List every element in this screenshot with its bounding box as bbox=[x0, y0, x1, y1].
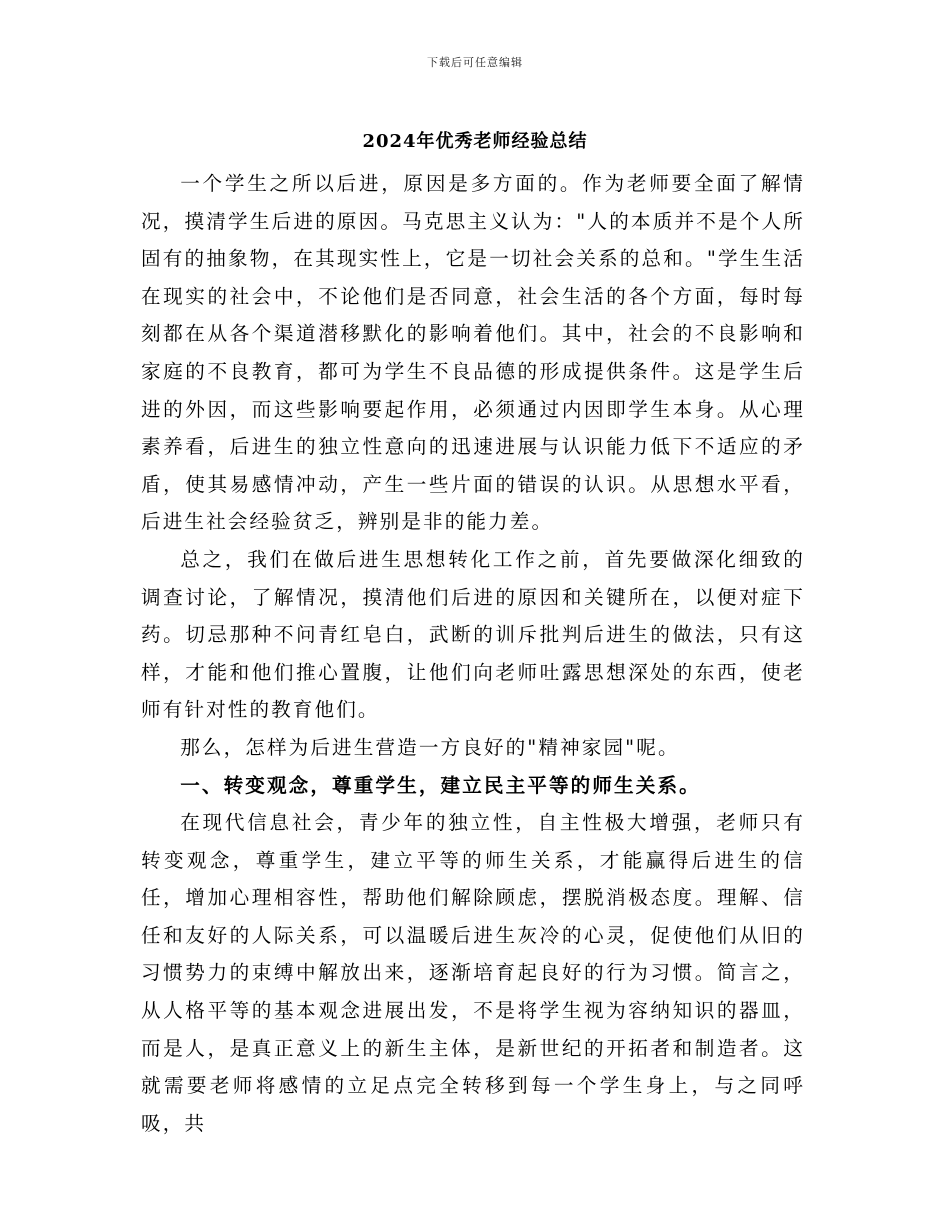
paragraph-2: 总之，我们在做后进生思想转化工作之前，首先要做深化细致的调查讨论，了解情况，摸清他们后进的原因和关键所在，以便对症下药。切忌那种不问青红皂白，武断的训斥批判后进生的做法，只有这样，才能和他们推心置腹，让他们向老师吐露思想深处的东西，使老师有针对性的教育他们。 bbox=[141, 547, 805, 722]
paragraph-3: 那么，怎样为后进生营造一方良好的"精神家园"呢。 bbox=[180, 735, 680, 759]
section-paragraph: 在现代信息社会，青少年的独立性，自主性极大增强，老师只有转变观念，尊重学生，建立平等的师生关系，才能赢得后进生的信任，增加心理相容性，帮助他们解除顾虑，摆脱消极态度。理解、信任和友好的人际关系，可以温暖后进生灰冷的心灵，促使他们从旧的习惯势力的束缚中解放出来，逐渐培育起良好的行为习惯。简言之，从人格平等的基本观念进展出发，不是将学生视为容纳知识的器皿，而是人，是真正意义上的新生主体，是新世纪的开拓者和制造者。这就需要老师将感情的立足点完全转移到每一个学生身上，与之同呼吸，共 bbox=[141, 811, 805, 1135]
document-title: 2024年优秀老师经验总结 bbox=[362, 131, 588, 152]
paragraph-1: 一个学生之所以后进，原因是多方面的。作为老师要全面了解情况，摸清学生后进的原因。马克思主义认为："人的本质并不是个人所固有的抽象物，在其现实性上，它是一切社会关系的总和。"学生生活在现实的社会中，不论他们是否同意，社会生活的各个方面，每时每刻都在从各个渠道潜移默化的影响着他们。其中，社会的不良影响和家庭的不良教育，都可为学生不良品德的形成提供条件。这是学生后进的外因，而这些影响要起作用，必须通过内因即学生本身。从心理素养看，后进生的独立性意向的迅速进展与认识能力低下不适应的矛盾，使其易感情冲动，产生一些片面的错误的认识。从思想水平看，后进生社会经验贫乏，辨别是非的能力差。 bbox=[141, 172, 805, 534]
document-body bbox=[141, 165, 805, 1142]
header-note: 下载后可任意编辑 bbox=[427, 56, 523, 69]
section-heading: 一、转变观念，尊重学生，建立民主平等的师生关系。 bbox=[180, 773, 701, 797]
